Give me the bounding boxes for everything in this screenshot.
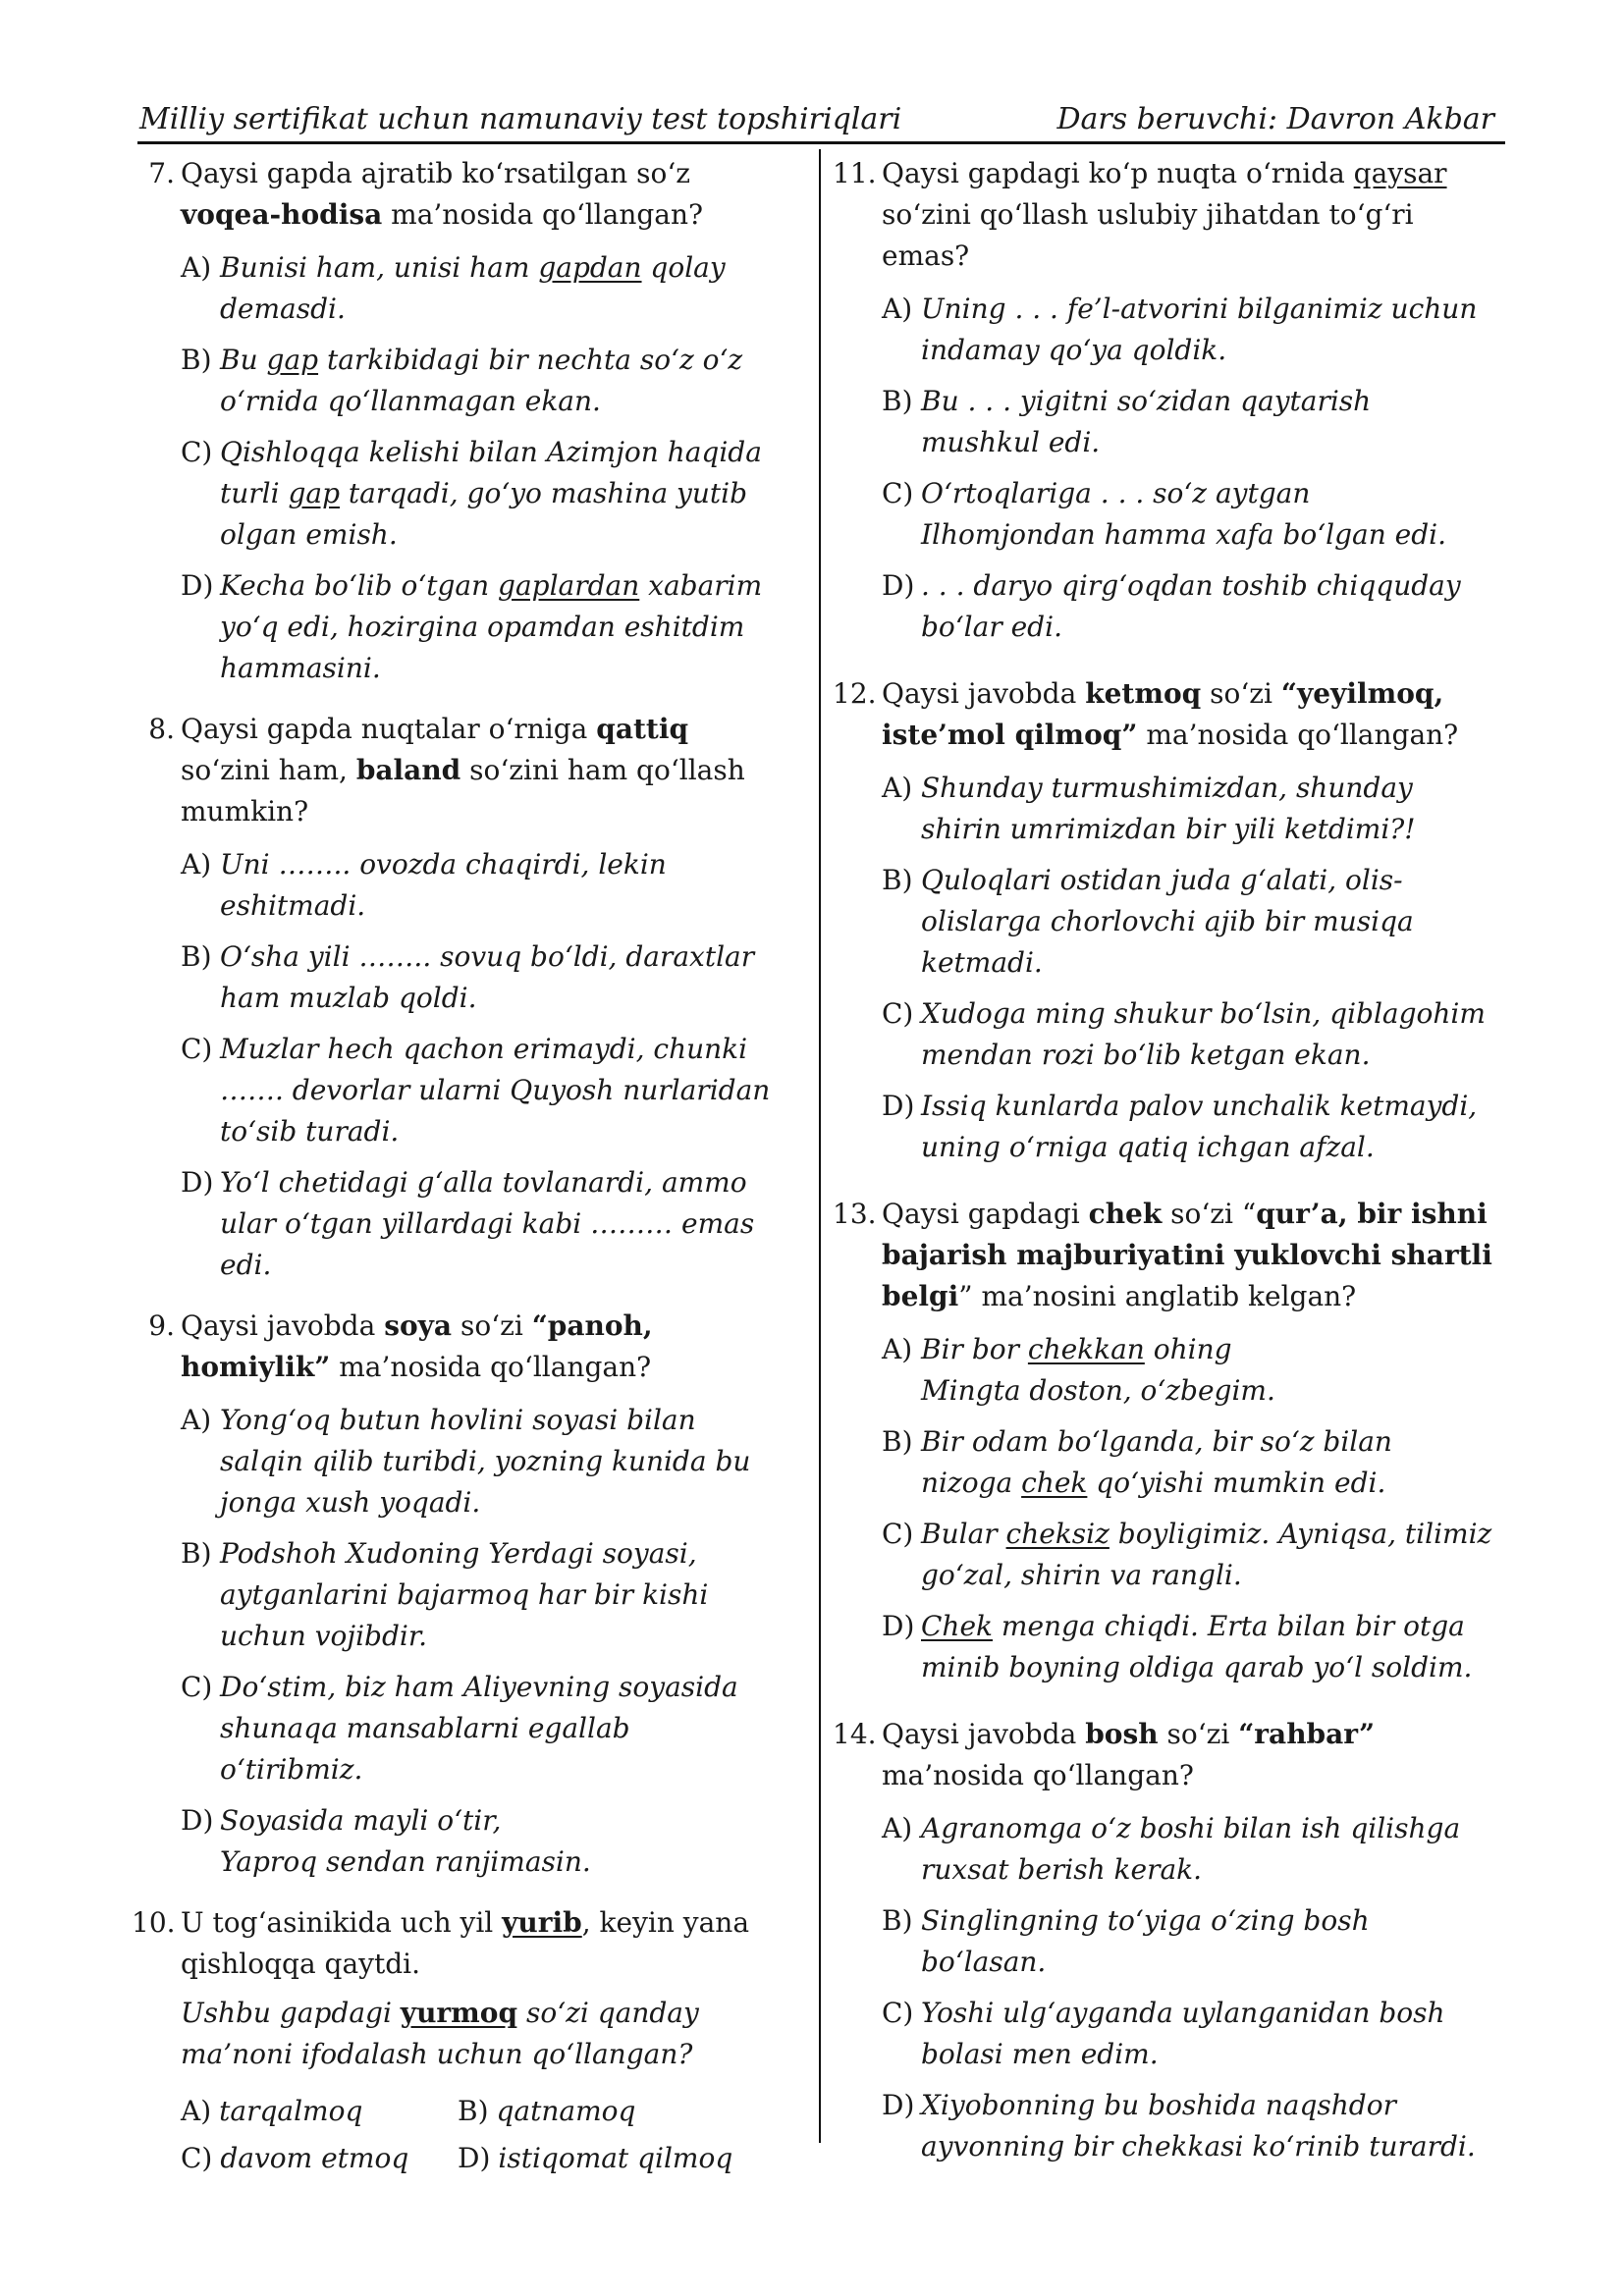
underlined-word: gap xyxy=(288,477,341,509)
question-prompt: Ushbu gapdagi yurmoq so‘zi qanday ma’noni ifodalash uchun qo‘llangan? xyxy=(181,1997,699,2070)
question-text: Qaysi javobda bosh so‘zi “rahbar” ma’nosida qo‘llangan? xyxy=(882,1718,1376,1791)
key-meaning: qur’a, bir ishni bajarish majburiyatini yuklovchi shartli belgi xyxy=(882,1198,1492,1312)
answer-options xyxy=(882,289,1492,648)
option-b[interactable]: B) Podshoh Xudoning Yerdagi soyasi, aytganlarini bajarmoq har bir kishi uchun vojibdir. xyxy=(181,1537,709,1652)
header-author: Dars beruvchi: Davron Akbar xyxy=(1056,102,1494,136)
option-a[interactable]: A) Agranomga o‘z boshi bilan ish qilishga ruxsat berish kerak. xyxy=(882,1812,1461,1886)
question-text: Qaysi gapda nuqtalar o‘rniga qattiq so‘zini ham, baland so‘zini ham qo‘llash mumkin? xyxy=(181,713,745,828)
question-number: 14. xyxy=(833,1718,877,1750)
question-13 xyxy=(833,1194,1492,1688)
option-d[interactable]: D) Yo‘l chetidagi g‘alla tovlanardi, ammo ular o‘tgan yillardagi kabi ……… emas edi. xyxy=(181,1166,755,1281)
question-text: Qaysi javobda ketmoq so‘zi “yeyilmoq, iste’mol qilmoq” ma’nosida qo‘llangan? xyxy=(882,677,1459,751)
question-number: 13. xyxy=(833,1198,877,1230)
option-d[interactable]: D) Issiq kunlarda palov unchalik ketmaydi, uning o‘rniga qatiq ichgan afzal. xyxy=(882,1090,1478,1163)
answer-options xyxy=(181,1400,778,1883)
left-column xyxy=(132,153,778,2199)
answer-options xyxy=(882,768,1492,1168)
question-number: 8. xyxy=(148,713,175,745)
underlined-word: chek xyxy=(1021,1467,1088,1499)
question-text: Qaysi gapdagi ko‘p nuqta o‘rnida qaysar so‘zini qo‘llash uslubiy jihatdan to‘g‘ri emas? xyxy=(882,157,1447,272)
option-d[interactable]: D) Kecha bo‘lib o‘tgan gaplardan xabarim yo‘q edi, hozirgina opamdan eshitdim hammasini. xyxy=(181,569,763,684)
option-a[interactable]: A) Uning . . . fe’l-atvorini bilganimiz uchun indamay qo‘ya qoldik. xyxy=(882,293,1478,366)
option-c[interactable]: C) Yoshi ulg‘ayganda uylanganidan bosh bolasi men edim. xyxy=(882,1997,1445,2070)
option-a[interactable]: A) Bunisi ham, unisi ham gapdan qolay demasdi. xyxy=(181,251,726,325)
option-a[interactable]: A) Uni …….. ovozda chaqirdi, lekin eshitmadi. xyxy=(181,848,667,922)
answer-options xyxy=(181,2091,778,2179)
question-number: 9. xyxy=(148,1309,175,1342)
key-word: chek xyxy=(1088,1198,1163,1230)
underlined-word: gaplardan xyxy=(498,569,640,602)
key-word: ketmoq xyxy=(1085,677,1202,710)
option-b[interactable]: B) Singlingning to‘yiga o‘zing bosh bo‘lasan. xyxy=(882,1904,1370,1978)
option-d[interactable]: D) Xiyobonning bu boshida naqshdor ayvonning bir chekkasi ko‘rinib turardi. xyxy=(882,2089,1476,2163)
underlined-word: chekkan xyxy=(1027,1333,1145,1365)
underlined-word: Chek xyxy=(921,1610,993,1642)
header-title: Milliy sertifikat uchun namunaviy test topshiriqlari xyxy=(139,102,902,136)
option-a[interactable]: A) Yong‘oq butun hovlini soyasi bilan salqin qilib turibdi, yozning kunida bu jonga xush yoqadi. xyxy=(181,1404,751,1519)
option-b[interactable]: B) Bu gap tarkibidagi bir nechta so‘z o‘z o‘rnida qo‘llanmagan ekan. xyxy=(181,344,743,417)
question-text: Qaysi gapda ajratib ko‘rsatilgan so‘z voqea-hodisa ma’nosida qo‘llangan? xyxy=(181,157,704,231)
question-8 xyxy=(132,709,778,1286)
option-c[interactable]: C) Muzlar hech qachon erimaydi, chunki ……. devorlar ularni Quyosh nurlaridan to‘sib turadi. xyxy=(181,1033,771,1148)
question-12 xyxy=(833,673,1492,1168)
key-word: soya xyxy=(384,1309,453,1342)
key-word: baland xyxy=(355,754,461,786)
option-c[interactable]: C) O‘rtoqlariga . . . so‘z aytgan Ilhomjondan hamma xafa bo‘lgan edi. xyxy=(882,477,1446,551)
answer-options xyxy=(882,1329,1492,1688)
option-a[interactable]: A) Shunday turmushimizdan, shunday shirin umrimizdan bir yili ketdimi?! xyxy=(882,772,1416,845)
option-b[interactable]: B) Quloqlari ostidan juda g‘alati, olis-olislarga chorlovchi ajib bir musiqa ketmadi. xyxy=(882,864,1414,979)
option-a[interactable]: A) Bir bor chekkan ohing Mingta doston, o‘zbegim. xyxy=(882,1333,1275,1407)
option-c[interactable]: C) davom etmoq xyxy=(181,2142,409,2174)
column-divider xyxy=(819,149,821,2143)
option-d[interactable]: D) istiqomat qilmoq xyxy=(458,2142,733,2174)
option-d[interactable]: D) . . . daryo qirg‘oqdan toshib chiqquday bo‘lar edi. xyxy=(882,569,1461,643)
option-b[interactable]: B) Bir odam bo‘lganda, bir so‘z bilan nizoga chek qo‘yishi mumkin edi. xyxy=(882,1425,1392,1499)
key-meaning: “panoh, homiylik” xyxy=(181,1309,653,1383)
option-b[interactable]: B) O‘sha yili …….. sovuq bo‘ldi, daraxtlar ham muzlab qoldi. xyxy=(181,940,755,1014)
underlined-word: gapdan xyxy=(538,251,642,284)
option-c[interactable]: C) Qishloqqa kelishi bilan Azimjon haqida turli gap tarqadi, go‘yo mashina yutib olgan emish. xyxy=(181,436,762,551)
option-d[interactable]: D) Soyasida mayli o‘tir, Yaproq sendan ranjimasin. xyxy=(181,1804,591,1878)
key-word: bosh xyxy=(1085,1718,1159,1750)
question-14 xyxy=(833,1714,1492,2167)
question-text: Qaysi javobda soya so‘zi “panoh, homiylik” ma’nosida qo‘llangan? xyxy=(181,1309,653,1383)
key-meaning: “yeyilmoq, iste’mol qilmoq” xyxy=(882,677,1444,751)
question-number: 10. xyxy=(132,1906,176,1939)
answer-options xyxy=(181,844,778,1286)
answer-options xyxy=(882,1808,1492,2167)
option-b[interactable]: B) Bu . . . yigitni so‘zidan qaytarish mushkul edi. xyxy=(882,385,1372,458)
key-word: yurib xyxy=(502,1906,582,1939)
right-column xyxy=(833,153,1492,2187)
underlined-word: gap xyxy=(266,344,319,376)
option-c[interactable]: C) Bular cheksiz boyligimiz. Ayniqsa, tilimiz go‘zal, shirin va rangli. xyxy=(882,1518,1492,1591)
key-word: voqea-hodisa xyxy=(181,198,383,231)
option-d[interactable]: D) Chek menga chiqdi. Erta bilan bir otga minib boyning oldiga qarab yo‘l soldim. xyxy=(882,1610,1473,1683)
header-rule xyxy=(137,141,1505,144)
option-b[interactable]: B) qatnamoq xyxy=(458,2095,636,2127)
key-meaning: “rahbar” xyxy=(1238,1718,1376,1750)
question-11 xyxy=(833,153,1492,648)
key-word: qaysar xyxy=(1353,157,1447,189)
option-a[interactable]: A) tarqalmoq xyxy=(181,2095,363,2127)
question-number: 12. xyxy=(833,677,877,710)
question-7 xyxy=(132,153,778,689)
underlined-word: cheksiz xyxy=(1005,1518,1110,1550)
key-word: yurmoq xyxy=(400,1997,518,2029)
option-c[interactable]: C) Xudoga ming shukur bo‘lsin, qiblagohim mendan rozi bo‘lib ketgan ekan. xyxy=(882,997,1486,1071)
question-text: Qaysi gapdagi chek so‘zi “qur’a, bir ishni bajarish majburiyatini yuklovchi shartli belgi” ma’nosini anglatib kelgan? xyxy=(882,1198,1492,1312)
question-number: 11. xyxy=(833,157,877,189)
key-word: qattiq xyxy=(596,713,689,745)
question-number: 7. xyxy=(148,157,175,189)
question-text: U tog‘asinikida uch yil yurib, keyin yana qishloqqa qaytdi. xyxy=(181,1906,750,1980)
question-9 xyxy=(132,1306,778,1883)
question-10 xyxy=(132,1902,778,2179)
answer-options xyxy=(181,247,778,689)
option-c[interactable]: C) Do‘stim, biz ham Aliyevning soyasida shunaqa mansablarni egallab o‘tiribmiz. xyxy=(181,1671,738,1786)
